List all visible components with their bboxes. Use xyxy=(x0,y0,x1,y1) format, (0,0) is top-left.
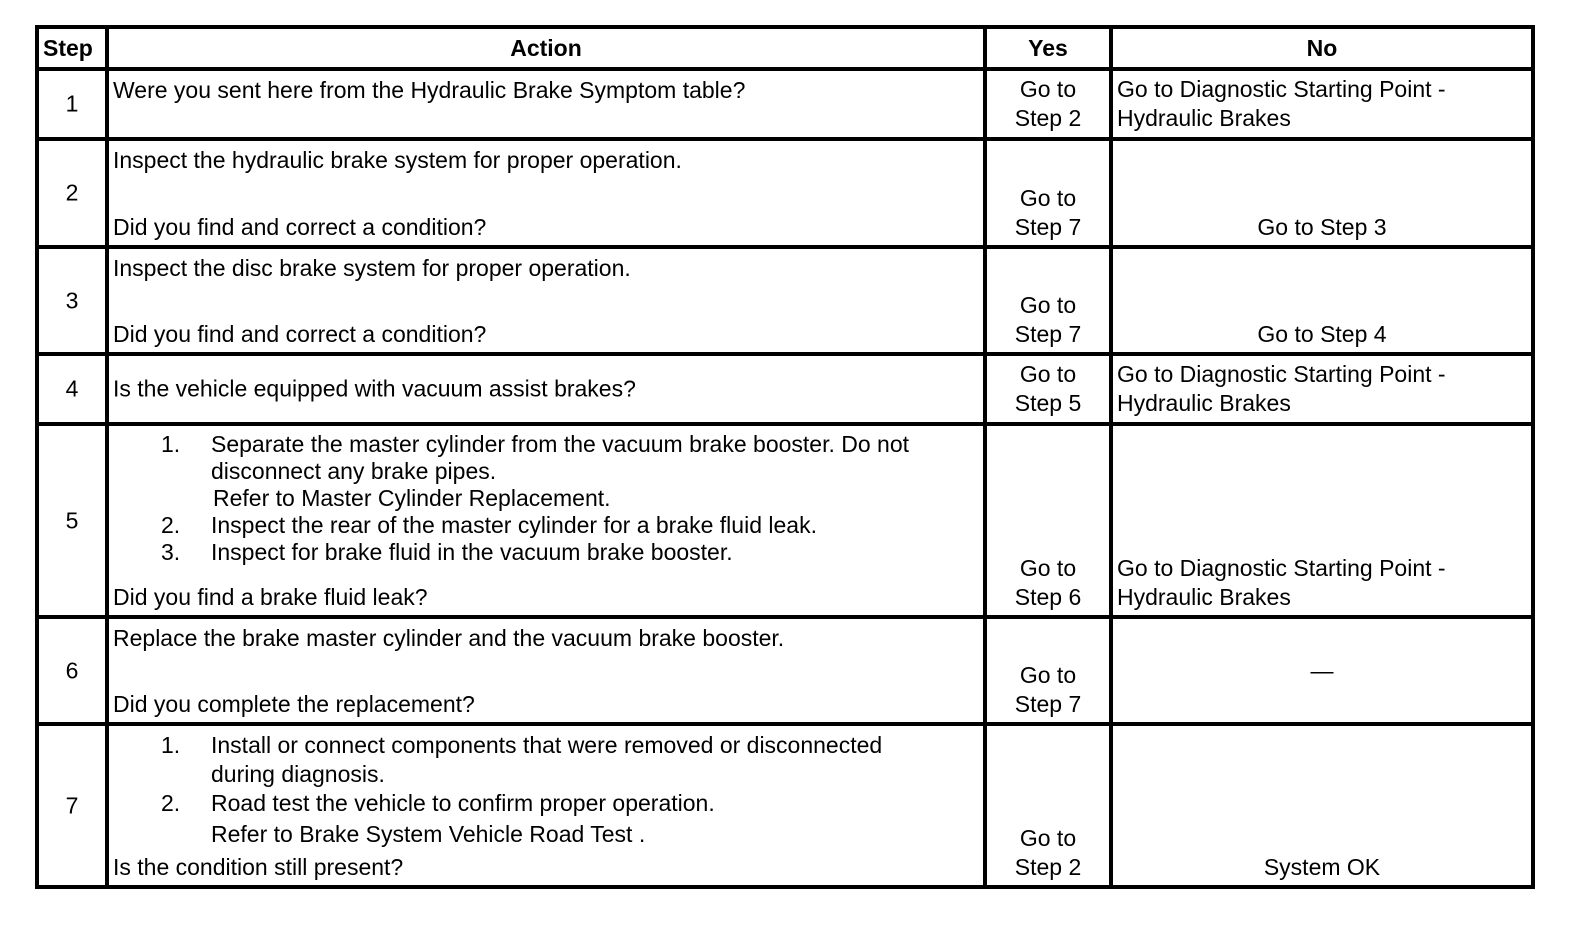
no-cell xyxy=(1109,71,1531,137)
no-cell xyxy=(1109,141,1531,245)
table-row xyxy=(39,67,1531,137)
action-text: Is the vehicle equipped with vacuum assist brakes? xyxy=(113,375,636,402)
list-item: 2. Road test the vehicle to confirm proper operation. xyxy=(161,790,715,816)
table-row xyxy=(39,352,1531,422)
step-number: 6 xyxy=(65,657,79,683)
yes-text: Go to Step 7 xyxy=(1014,292,1082,347)
table-row xyxy=(39,615,1531,722)
table-row xyxy=(39,422,1531,615)
action-cell xyxy=(105,356,983,422)
table-row xyxy=(39,722,1531,885)
action-list xyxy=(113,431,979,485)
step-cell xyxy=(39,426,105,615)
step-number: 7 xyxy=(65,792,79,818)
action-cell xyxy=(105,726,983,885)
list-number: 2. xyxy=(161,512,181,538)
no-text: Go to Diagnostic Starting Point - Hydraulic Brakes xyxy=(1117,361,1446,416)
action-text: Replace the brake master cylinder and the vacuum brake booster. xyxy=(113,625,785,651)
list-number: 3. xyxy=(161,539,181,565)
list-number: 1. xyxy=(161,431,181,457)
action-question: Is the condition still present? xyxy=(113,854,404,880)
header-no: No xyxy=(1109,29,1531,67)
no-text: — xyxy=(1310,657,1334,683)
step-cell xyxy=(39,726,105,885)
action-list xyxy=(113,731,979,818)
no-cell xyxy=(1109,249,1531,352)
yes-cell xyxy=(983,726,1109,885)
no-text: Go to Step 4 xyxy=(1257,321,1387,347)
no-cell xyxy=(1109,619,1531,722)
table-row xyxy=(39,245,1531,352)
list-number: 2. xyxy=(161,790,181,816)
step-number: 4 xyxy=(65,375,79,402)
step-number: 3 xyxy=(65,287,79,313)
step-cell xyxy=(39,71,105,137)
no-text: Go to Step 3 xyxy=(1257,214,1387,240)
list-item: 2. Inspect the rear of the master cylinder for a brake fluid leak. xyxy=(161,512,817,538)
diagnostic-table xyxy=(35,25,1535,889)
yes-cell xyxy=(983,426,1109,615)
action-question: Did you complete the replacement? xyxy=(113,691,475,717)
no-text: Go to Diagnostic Starting Point - Hydraulic Brakes xyxy=(1117,76,1446,131)
action-list xyxy=(113,512,979,566)
action-question: Did you find and correct a condition? xyxy=(113,214,487,240)
action-question: Did you find a brake fluid leak? xyxy=(113,584,428,610)
action-cell xyxy=(105,426,983,615)
reference-text: Refer to Brake System Vehicle Road Test . xyxy=(211,821,646,847)
action-text: Inspect the hydraulic brake system for proper operation. xyxy=(113,147,682,173)
no-cell xyxy=(1109,726,1531,885)
header-yes: Yes xyxy=(983,29,1109,67)
no-text: Go to Diagnostic Starting Point - Hydraulic Brakes xyxy=(1117,555,1446,610)
list-number: 1. xyxy=(161,732,181,758)
list-item: 1. Install or connect components that were removed or disconnected during diagnosis. xyxy=(161,732,883,787)
yes-text: Go to Step 6 xyxy=(1014,555,1082,610)
yes-cell xyxy=(983,356,1109,422)
step-cell xyxy=(39,619,105,722)
step-number: 5 xyxy=(65,507,79,533)
table-header xyxy=(39,29,1531,67)
yes-text: Go to Step 7 xyxy=(1014,185,1082,240)
yes-text: Go to Step 2 xyxy=(1014,825,1082,880)
list-item: 3. Inspect for brake fluid in the vacuum brake booster. xyxy=(161,539,733,565)
yes-cell xyxy=(983,141,1109,245)
yes-cell xyxy=(983,249,1109,352)
step-number: 2 xyxy=(65,179,79,206)
header-step: Step xyxy=(43,34,93,61)
step-cell xyxy=(39,141,105,245)
list-item: 1. Separate the master cylinder from the vacuum brake booster. Do not disconnect any brake pipes. xyxy=(161,431,910,484)
step-cell xyxy=(39,249,105,352)
yes-text: Go to Step 5 xyxy=(1014,361,1082,416)
action-text: Inspect the disc brake system for proper operation. xyxy=(113,255,631,281)
yes-text: Go to Step 2 xyxy=(1014,76,1082,131)
table-row xyxy=(39,137,1531,245)
action-cell xyxy=(105,141,983,245)
header-action: Action xyxy=(105,29,983,67)
action-cell xyxy=(105,71,983,137)
reference-text: Refer to Master Cylinder Replacement. xyxy=(213,485,611,511)
action-text: Were you sent here from the Hydraulic Brake Symptom table? xyxy=(113,77,746,103)
action-cell xyxy=(105,619,983,722)
no-text: System OK xyxy=(1263,854,1381,880)
yes-cell xyxy=(983,619,1109,722)
action-list-block xyxy=(109,426,983,570)
no-cell xyxy=(1109,356,1531,422)
yes-cell xyxy=(983,71,1109,137)
step-cell xyxy=(39,356,105,422)
no-cell xyxy=(1109,426,1531,615)
step-number: 1 xyxy=(65,90,79,117)
action-list-block xyxy=(109,726,983,853)
action-cell xyxy=(105,249,983,352)
yes-text: Go to Step 7 xyxy=(1014,662,1082,717)
action-question: Did you find and correct a condition? xyxy=(113,321,487,347)
